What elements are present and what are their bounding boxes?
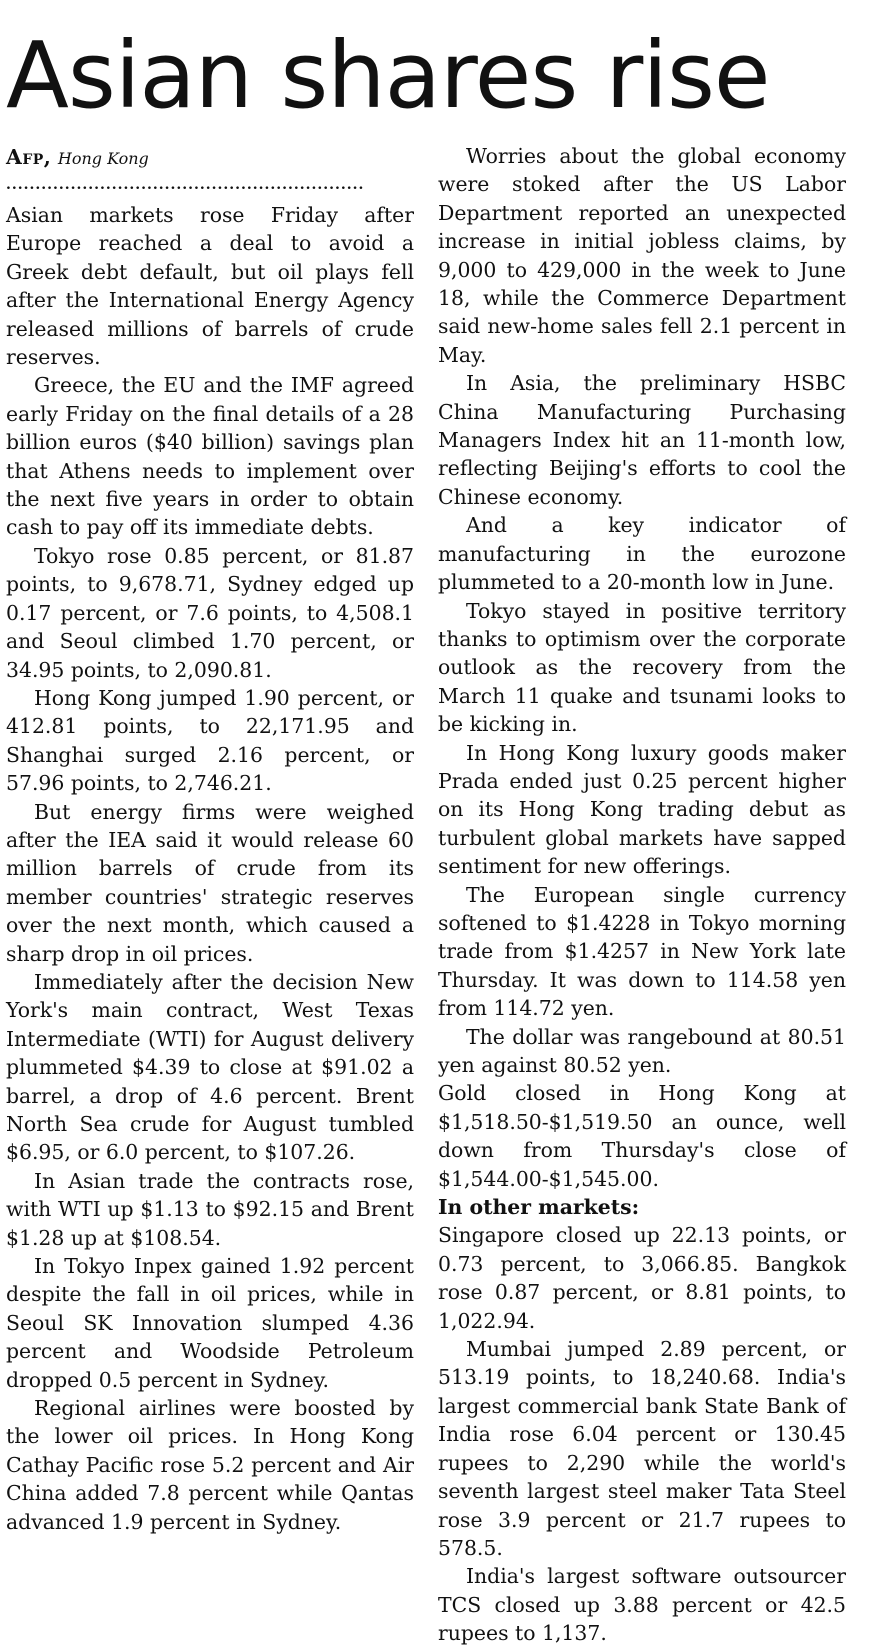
paragraph: Asian markets rose Friday after Europe reached a deal to avoid a Greek debt default, but oil plays fell after the International Energy Agency released millions of barrels of crude reserves. (6, 203, 414, 370)
gold-paragraph: Gold closed in Hong Kong at $1,518.50-$1,519.50 an ounce, well down from Thursday's close of $1,544.00-$1,545.00. (438, 1081, 846, 1191)
byline-place: Hong Kong (57, 149, 149, 168)
paragraph: The European single currency softened to $1.4228 in Tokyo morning trade from $1.4257 in New York late Thursday. It was down to 114.58 yen from 114.72 yen. (438, 882, 846, 1021)
paragraph: In Tokyo Inpex gained 1.92 percent despite the fall in oil prices, while in Seoul SK Innovation slumped 4.36 percent and Woodside Petroleum dropped 0.5 percent in Sydney. (6, 1254, 414, 1392)
byline (6, 143, 414, 171)
singapore-paragraph: Singapore closed up 22.13 points, or 0.73 percent, to 3,066.85. Bangkok rose 0.87 percent, or 8.81 points, to 1,022.94. (438, 1223, 846, 1333)
paragraph: Mumbai jumped 2.89 percent, or 513.19 points, to 18,240.68. India's largest commercial bank State Bank of India rose 6.04 percent or 130.45 rupees to 2,290 while the world's seventh largest steel maker Tata Steel rose 3.9 percent or 21.7 rupees to 578.5. (438, 1337, 846, 1560)
paragraph: Greece, the EU and the IMF agreed early Friday on the final details of a 28 billion euros ($40 billion) savings plan that Athens needs to implement over the next five years in order to obtain cash to pay off its immediate debts. (6, 373, 414, 540)
right-column (438, 142, 846, 1648)
paragraph: But energy firms were weighed after the IEA said it would release 60 million barrels of crude from its member countries' strategic reserves over the next month, which caused a sharp drop in oil prices. (6, 799, 414, 966)
paragraph: Worries about the global economy were stoked after the US Labor Department reported an unexpected increase in initial jobless claims, by 9,000 to 429,000 in the week to June 18, while the Commerce Department said new-home sales fell 2.1 percent in May. (438, 144, 846, 367)
paragraph: Tokyo stayed in positive territory thanks to optimism over the corporate outlook as the recovery from the March 11 quake and tsunami looks to be kicking in. (438, 598, 846, 737)
paragraph: Hong Kong jumped 1.90 percent, or 412.81 points, to 22,171.95 and Shanghai surged 2.16 percent, or 57.96 points, to 2,746.21. (6, 685, 414, 796)
paragraph: In Hong Kong luxury goods maker Prada ended just 0.25 percent higher on its Hong Kong trading debut as turbulent global markets have sapped sentiment for new offerings. (438, 740, 846, 879)
left-column (6, 143, 414, 1536)
dotted-separator: ............................................................. (6, 177, 365, 193)
paragraph: In Asian trade the contracts rose, with WTI up $1.13 to $92.15 and Brent $1.28 up at $108.54. (6, 1168, 414, 1250)
paragraph: The dollar was rangebound at 80.51 yen against 80.52 yen. (438, 1024, 846, 1077)
paragraph: India's largest software outsourcer TCS closed up 3.88 percent or 42.5 rupees to 1,137. (438, 1564, 846, 1646)
paragraph: Regional airlines were boosted by the lower oil prices. In Hong Kong Cathay Pacific rose 5.2 percent and Air China added 7.8 percent while Qantas advanced 1.9 percent in Sydney. (6, 1396, 414, 1534)
paragraph: In Asia, the preliminary HSBC China Manufacturing Purchasing Managers Index hit an 11-month low, reflecting Beijing's efforts to cool the Chinese economy. (438, 371, 846, 509)
headline: Asian shares rise (6, 22, 770, 129)
paragraph: Tokyo rose 0.85 percent, or 81.87 points, to 9,678.71, Sydney edged up 0.17 percent, or 7.6 points, to 4,508.1 and Seoul climbed 1.70 percent, or 34.95 points, to 2,090.81. (6, 543, 414, 682)
byline-agency: Afp, (6, 145, 52, 169)
paragraph: Immediately after the decision New York's main contract, West Texas Intermediate (WTI) for August delivery plummeted $4.39 to close at $91.02 a barrel, a drop of 4.6 percent. Brent North Sea crude for August tumbled $6.95, or 6.0 percent, to $107.26. (6, 969, 414, 1165)
paragraph: And a key indicator of manufacturing in the eurozone plummeted to a 20-month low in June. (438, 513, 846, 595)
other-markets-heading: In other markets: (438, 1195, 640, 1220)
